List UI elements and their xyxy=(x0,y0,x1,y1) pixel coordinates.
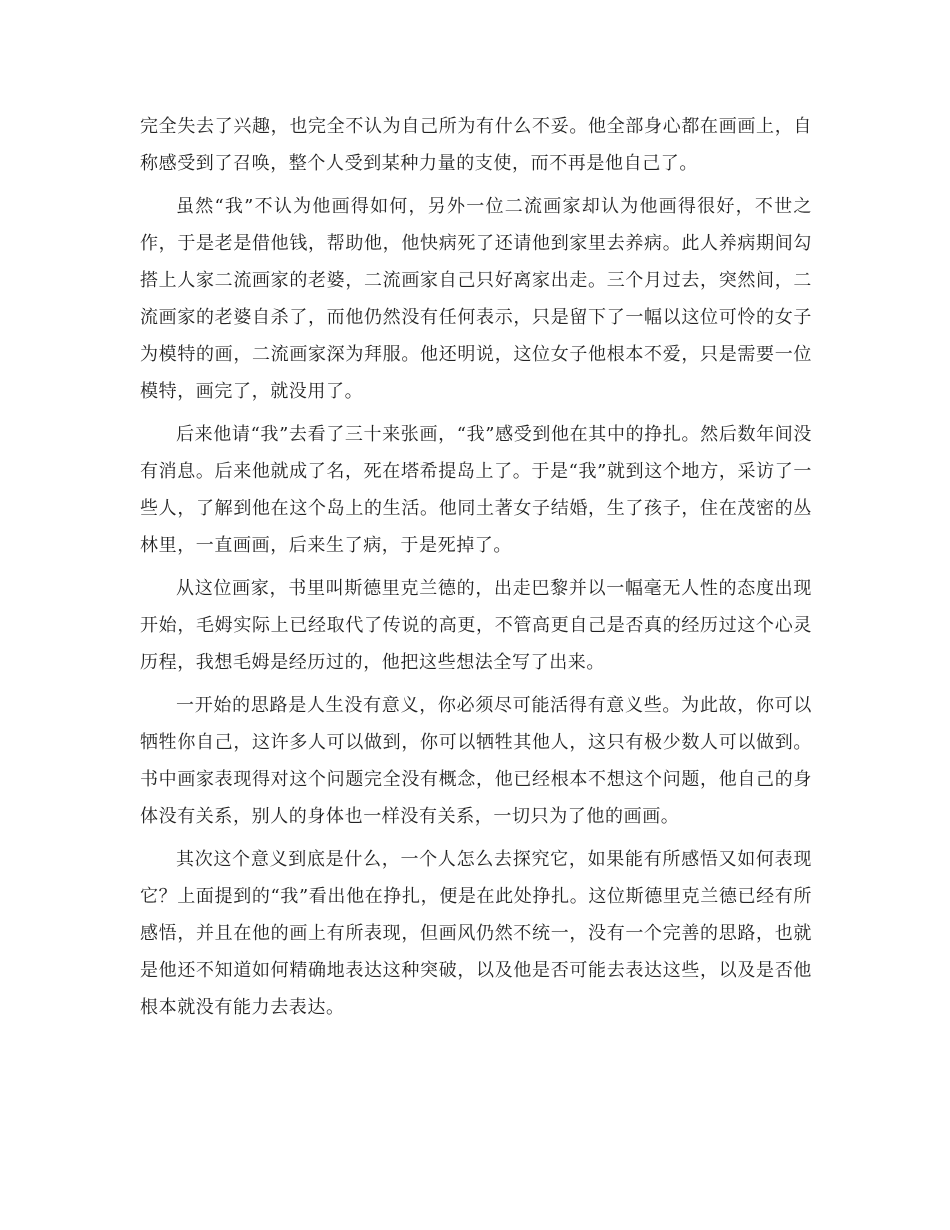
paragraph-4: 从这位画家，书里叫斯德里克兰德的，出走巴黎并以一幅毫无人性的态度出现开始，毛姆实际上已经取代了传说的高更，不管高更自己是否真的经历过这个心灵历程，我想毛姆是经历过的，他把这些想法全写了出来。 xyxy=(140,578,812,673)
paragraph-2: 虽然“我”不认为他画得如何，另外一位二流画家却认为他画得很好，不世之作，于是老是借他钱，帮助他，他快病死了还请他到家里去养病。此人养病期间勾搭上人家二流画家的老婆，二流画家自己只好离家出走。三个月过去，突然间，二流画家的老婆自杀了，而他仍然没有任何表示，只是留下了一幅以这位可怜的女子为模特的画，二流画家深为拜服。他还明说，这位女子他根本不爱，只是需要一位模特，画完了，就没用了。 xyxy=(140,196,812,402)
paragraph-5: 一开始的思路是人生没有意义，你必须尽可能活得有意义些。为此故，你可以牺牲你自己，这许多人可以做到，你可以牺牲其他人，这只有极少数人可以做到。书中画家表现得对这个问题完全没有概念，他已经根本不想这个问题，他自己的身体没有关系，别人的身体也一样没有关系，一切只为了他的画画。 xyxy=(140,695,812,827)
paragraph-1: 完全失去了兴趣，也完全不认为自己所为有什么不妥。他全部身心都在画画上，自称感受到了召唤，整个人受到某种力量的支使，而不再是他自己了。 xyxy=(140,116,812,174)
body-text xyxy=(140,108,812,1032)
paragraph-6: 其次这个意义到底是什么，一个人怎么去探究它，如果能有所感悟又如何表现它？上面提到的“我”看出他在挣扎，便是在此处挣扎。这位斯德里克兰德已经有所感悟，并且在他的画上有所表现，但画风仍然不统一，没有一个完善的思路，也就是他还不知道如何精确地表达这种突破，以及他是否可能去表达这些，以及是否他根本就没有能力去表达。 xyxy=(140,849,812,1018)
paragraph-3: 后来他请“我”去看了三十来张画，“我”感受到他在其中的挣扎。然后数年间没有消息。后来他就成了名，死在塔希提岛上了。于是“我”就到这个地方，采访了一些人，了解到他在这个岛上的生活。他同土著女子结婚，生了孩子，住在茂密的丛林里，一直画画，后来生了病，于是死掉了。 xyxy=(140,424,812,556)
